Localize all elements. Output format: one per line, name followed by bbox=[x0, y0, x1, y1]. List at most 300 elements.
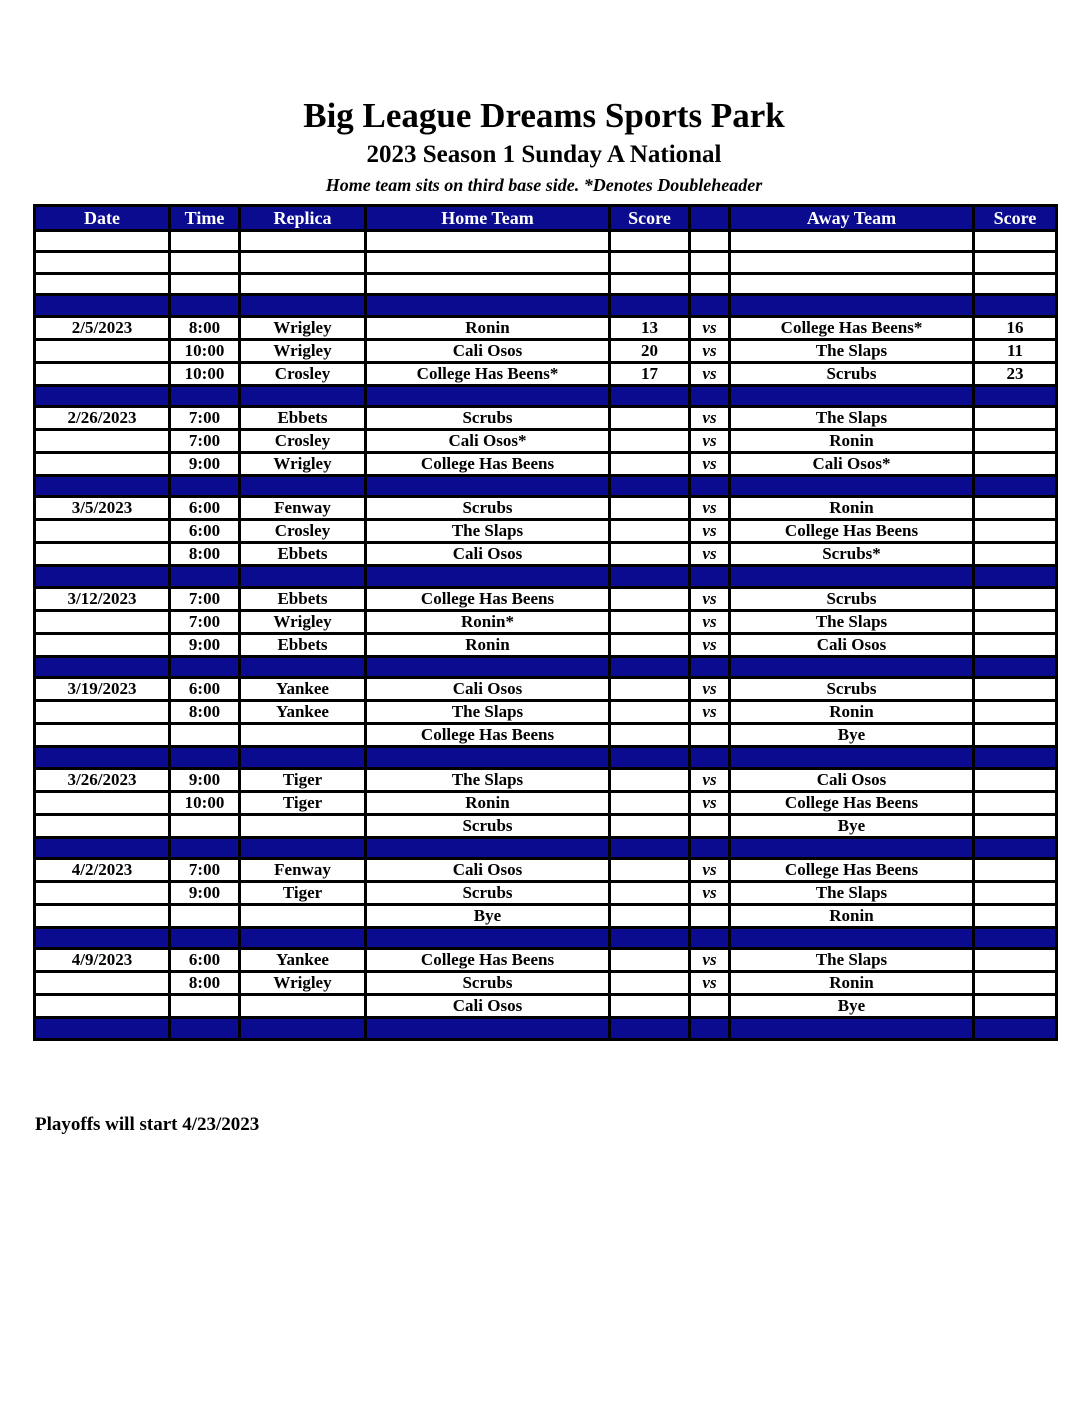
away-team-cell bbox=[730, 252, 974, 273]
time-cell bbox=[170, 814, 240, 837]
date-cell bbox=[35, 429, 170, 452]
away-team-cell: Ronin bbox=[730, 429, 974, 452]
away-score-cell bbox=[974, 972, 1057, 995]
replica-cell bbox=[240, 904, 366, 927]
game-row bbox=[35, 633, 1057, 656]
away-score-cell bbox=[974, 497, 1057, 520]
date-cell bbox=[35, 231, 170, 252]
time-cell: 10:00 bbox=[170, 339, 240, 362]
time-cell bbox=[170, 656, 240, 677]
time-cell: 8:00 bbox=[170, 316, 240, 339]
home-score-cell bbox=[610, 724, 690, 747]
home-team-cell: College Has Beens bbox=[366, 452, 610, 475]
away-score-cell bbox=[974, 904, 1057, 927]
replica-cell: Wrigley bbox=[240, 452, 366, 475]
away-score-cell: 23 bbox=[974, 362, 1057, 385]
game-row bbox=[35, 452, 1057, 475]
vs-cell: vs bbox=[690, 362, 730, 385]
header-vs-spacer bbox=[690, 206, 730, 231]
date-cell: 3/19/2023 bbox=[35, 678, 170, 701]
vs-cell bbox=[690, 252, 730, 273]
away-team-cell: College Has Beens bbox=[730, 520, 974, 543]
vs-cell bbox=[690, 273, 730, 294]
vs-cell bbox=[690, 724, 730, 747]
away-team-cell: The Slaps bbox=[730, 881, 974, 904]
bye-row bbox=[35, 904, 1057, 927]
replica-cell bbox=[240, 385, 366, 406]
away-team-cell bbox=[730, 385, 974, 406]
away-score-cell bbox=[974, 1018, 1057, 1039]
time-cell: 8:00 bbox=[170, 972, 240, 995]
time-cell: 9:00 bbox=[170, 452, 240, 475]
home-team-cell: Ronin* bbox=[366, 610, 610, 633]
replica-cell bbox=[240, 273, 366, 294]
away-score-cell bbox=[974, 406, 1057, 429]
date-cell bbox=[35, 475, 170, 496]
home-score-cell bbox=[610, 1018, 690, 1039]
away-score-cell bbox=[974, 724, 1057, 747]
vs-cell: vs bbox=[690, 791, 730, 814]
game-row bbox=[35, 791, 1057, 814]
home-team-cell bbox=[366, 385, 610, 406]
separator-row bbox=[35, 295, 1057, 316]
game-row bbox=[35, 543, 1057, 566]
away-score-cell: 11 bbox=[974, 339, 1057, 362]
date-cell bbox=[35, 1018, 170, 1039]
replica-cell bbox=[240, 814, 366, 837]
away-score-cell bbox=[974, 520, 1057, 543]
game-row bbox=[35, 949, 1057, 972]
home-score-cell bbox=[610, 814, 690, 837]
home-score-cell: 13 bbox=[610, 316, 690, 339]
replica-cell bbox=[240, 252, 366, 273]
vs-cell bbox=[690, 475, 730, 496]
away-team-cell: The Slaps bbox=[730, 406, 974, 429]
playoffs-note: Playoffs will start 4/23/2023 bbox=[35, 1114, 260, 1135]
date-cell bbox=[35, 747, 170, 768]
home-score-cell bbox=[610, 452, 690, 475]
home-team-cell: Cali Osos bbox=[366, 543, 610, 566]
away-score-cell bbox=[974, 273, 1057, 294]
vs-cell: vs bbox=[690, 633, 730, 656]
time-cell bbox=[170, 252, 240, 273]
time-cell: 8:00 bbox=[170, 701, 240, 724]
away-team-cell: The Slaps bbox=[730, 610, 974, 633]
home-score-cell bbox=[610, 587, 690, 610]
away-score-cell bbox=[974, 791, 1057, 814]
game-row bbox=[35, 881, 1057, 904]
date-cell bbox=[35, 452, 170, 475]
separator-row bbox=[35, 566, 1057, 587]
replica-cell: Fenway bbox=[240, 497, 366, 520]
home-score-cell bbox=[610, 273, 690, 294]
home-score-cell bbox=[610, 295, 690, 316]
replica-cell: Yankee bbox=[240, 701, 366, 724]
date-cell: 3/12/2023 bbox=[35, 587, 170, 610]
replica-cell: Wrigley bbox=[240, 316, 366, 339]
away-team-cell bbox=[730, 475, 974, 496]
home-team-cell bbox=[366, 566, 610, 587]
replica-cell bbox=[240, 927, 366, 948]
home-team-cell: Cali Osos* bbox=[366, 429, 610, 452]
date-cell bbox=[35, 904, 170, 927]
home-score-cell bbox=[610, 747, 690, 768]
game-row bbox=[35, 497, 1057, 520]
game-row bbox=[35, 362, 1057, 385]
away-score-cell bbox=[974, 429, 1057, 452]
separator-row bbox=[35, 837, 1057, 858]
home-score-cell bbox=[610, 678, 690, 701]
home-score-cell bbox=[610, 231, 690, 252]
away-score-cell bbox=[974, 768, 1057, 791]
time-cell: 6:00 bbox=[170, 678, 240, 701]
home-team-cell: The Slaps bbox=[366, 768, 610, 791]
time-cell: 10:00 bbox=[170, 791, 240, 814]
home-score-cell bbox=[610, 881, 690, 904]
time-cell bbox=[170, 995, 240, 1018]
game-row bbox=[35, 768, 1057, 791]
date-cell bbox=[35, 273, 170, 294]
header-home-team: Home Team bbox=[366, 206, 610, 231]
date-cell bbox=[35, 252, 170, 273]
time-cell: 10:00 bbox=[170, 362, 240, 385]
home-team-cell: Ronin bbox=[366, 316, 610, 339]
replica-cell: Yankee bbox=[240, 949, 366, 972]
replica-cell: Fenway bbox=[240, 858, 366, 881]
vs-cell: vs bbox=[690, 316, 730, 339]
home-score-cell bbox=[610, 995, 690, 1018]
away-team-cell: Scrubs bbox=[730, 362, 974, 385]
vs-cell bbox=[690, 295, 730, 316]
home-score-cell bbox=[610, 633, 690, 656]
replica-cell: Wrigley bbox=[240, 339, 366, 362]
vs-cell: vs bbox=[690, 610, 730, 633]
replica-cell: Ebbets bbox=[240, 543, 366, 566]
vs-cell bbox=[690, 566, 730, 587]
away-team-cell: Scrubs* bbox=[730, 543, 974, 566]
away-team-cell: The Slaps bbox=[730, 339, 974, 362]
away-team-cell: Ronin bbox=[730, 701, 974, 724]
game-row bbox=[35, 701, 1057, 724]
game-row bbox=[35, 520, 1057, 543]
header-away-team: Away Team bbox=[730, 206, 974, 231]
time-cell: 8:00 bbox=[170, 543, 240, 566]
time-cell: 7:00 bbox=[170, 858, 240, 881]
away-score-cell bbox=[974, 566, 1057, 587]
home-team-cell: The Slaps bbox=[366, 701, 610, 724]
vs-cell: vs bbox=[690, 972, 730, 995]
home-score-cell bbox=[610, 701, 690, 724]
time-cell: 7:00 bbox=[170, 406, 240, 429]
vs-cell bbox=[690, 837, 730, 858]
time-cell bbox=[170, 724, 240, 747]
home-score-cell bbox=[610, 837, 690, 858]
away-team-cell: The Slaps bbox=[730, 949, 974, 972]
away-team-cell: Scrubs bbox=[730, 587, 974, 610]
date-cell: 2/5/2023 bbox=[35, 316, 170, 339]
schedule-note: Home team sits on third base side. *Denotes Doubleheader bbox=[325, 175, 763, 195]
vs-cell: vs bbox=[690, 497, 730, 520]
time-cell bbox=[170, 904, 240, 927]
away-team-cell: Ronin bbox=[730, 904, 974, 927]
game-row bbox=[35, 406, 1057, 429]
vs-cell bbox=[690, 231, 730, 252]
home-team-cell bbox=[366, 252, 610, 273]
home-score-cell bbox=[610, 858, 690, 881]
home-score-cell bbox=[610, 497, 690, 520]
home-score-cell bbox=[610, 520, 690, 543]
home-team-cell: Scrubs bbox=[366, 814, 610, 837]
replica-cell bbox=[240, 566, 366, 587]
away-team-cell: Scrubs bbox=[730, 678, 974, 701]
home-score-cell bbox=[610, 656, 690, 677]
away-team-cell bbox=[730, 747, 974, 768]
away-team-cell: Bye bbox=[730, 724, 974, 747]
away-score-cell bbox=[974, 543, 1057, 566]
home-team-cell bbox=[366, 837, 610, 858]
game-row bbox=[35, 972, 1057, 995]
home-team-cell: College Has Beens bbox=[366, 949, 610, 972]
away-team-cell bbox=[730, 656, 974, 677]
separator-row bbox=[35, 475, 1057, 496]
away-score-cell bbox=[974, 927, 1057, 948]
time-cell bbox=[170, 231, 240, 252]
header-date: Date bbox=[35, 206, 170, 231]
date-cell bbox=[35, 543, 170, 566]
time-cell bbox=[170, 566, 240, 587]
vs-cell: vs bbox=[690, 339, 730, 362]
separator-row bbox=[35, 656, 1057, 677]
time-cell: 7:00 bbox=[170, 429, 240, 452]
date-cell bbox=[35, 881, 170, 904]
vs-cell: vs bbox=[690, 678, 730, 701]
game-row bbox=[35, 610, 1057, 633]
time-cell: 9:00 bbox=[170, 633, 240, 656]
vs-cell bbox=[690, 814, 730, 837]
away-score-cell bbox=[974, 949, 1057, 972]
home-score-cell bbox=[610, 385, 690, 406]
time-cell bbox=[170, 273, 240, 294]
vs-cell bbox=[690, 385, 730, 406]
date-cell bbox=[35, 385, 170, 406]
home-team-cell bbox=[366, 747, 610, 768]
home-team-cell: Ronin bbox=[366, 633, 610, 656]
home-team-cell: Cali Osos bbox=[366, 339, 610, 362]
home-team-cell bbox=[366, 295, 610, 316]
home-team-cell bbox=[366, 656, 610, 677]
date-cell: 4/9/2023 bbox=[35, 949, 170, 972]
home-team-cell bbox=[366, 273, 610, 294]
home-team-cell bbox=[366, 475, 610, 496]
time-cell: 7:00 bbox=[170, 587, 240, 610]
replica-cell bbox=[240, 1018, 366, 1039]
away-score-cell bbox=[974, 295, 1057, 316]
away-score-cell bbox=[974, 656, 1057, 677]
home-score-cell bbox=[610, 972, 690, 995]
time-cell: 9:00 bbox=[170, 768, 240, 791]
game-row bbox=[35, 587, 1057, 610]
away-team-cell bbox=[730, 273, 974, 294]
away-score-cell bbox=[974, 837, 1057, 858]
time-cell: 6:00 bbox=[170, 949, 240, 972]
date-cell bbox=[35, 927, 170, 948]
away-team-cell: Cali Osos bbox=[730, 768, 974, 791]
away-score-cell bbox=[974, 678, 1057, 701]
away-score-cell: 16 bbox=[974, 316, 1057, 339]
away-score-cell bbox=[974, 633, 1057, 656]
away-score-cell bbox=[974, 231, 1057, 252]
date-cell bbox=[35, 520, 170, 543]
vs-cell: vs bbox=[690, 520, 730, 543]
replica-cell bbox=[240, 724, 366, 747]
home-score-cell bbox=[610, 610, 690, 633]
game-row bbox=[35, 429, 1057, 452]
date-cell bbox=[35, 295, 170, 316]
home-team-cell: Cali Osos bbox=[366, 678, 610, 701]
away-team-cell: Bye bbox=[730, 995, 974, 1018]
empty-row bbox=[35, 273, 1057, 294]
home-team-cell: Cali Osos bbox=[366, 995, 610, 1018]
header-time: Time bbox=[170, 206, 240, 231]
date-cell bbox=[35, 995, 170, 1018]
vs-cell bbox=[690, 656, 730, 677]
away-team-cell: Cali Osos* bbox=[730, 452, 974, 475]
home-team-cell: Scrubs bbox=[366, 972, 610, 995]
vs-cell: vs bbox=[690, 429, 730, 452]
away-score-cell bbox=[974, 858, 1057, 881]
replica-cell bbox=[240, 995, 366, 1018]
game-row bbox=[35, 339, 1057, 362]
replica-cell: Yankee bbox=[240, 678, 366, 701]
away-team-cell bbox=[730, 837, 974, 858]
home-score-cell: 17 bbox=[610, 362, 690, 385]
home-score-cell bbox=[610, 406, 690, 429]
page-title: Big League Dreams Sports Park bbox=[303, 96, 785, 135]
home-score-cell bbox=[610, 566, 690, 587]
date-cell bbox=[35, 656, 170, 677]
replica-cell bbox=[240, 837, 366, 858]
replica-cell: Tiger bbox=[240, 881, 366, 904]
away-score-cell bbox=[974, 814, 1057, 837]
empty-row bbox=[35, 252, 1057, 273]
bye-row bbox=[35, 814, 1057, 837]
time-cell bbox=[170, 1018, 240, 1039]
date-cell bbox=[35, 837, 170, 858]
header-replica: Replica bbox=[240, 206, 366, 231]
home-team-cell: Scrubs bbox=[366, 497, 610, 520]
replica-cell bbox=[240, 295, 366, 316]
vs-cell: vs bbox=[690, 701, 730, 724]
date-cell bbox=[35, 724, 170, 747]
replica-cell bbox=[240, 656, 366, 677]
vs-cell bbox=[690, 927, 730, 948]
date-cell: 2/26/2023 bbox=[35, 406, 170, 429]
replica-cell: Tiger bbox=[240, 791, 366, 814]
time-cell: 9:00 bbox=[170, 881, 240, 904]
vs-cell bbox=[690, 1018, 730, 1039]
vs-cell: vs bbox=[690, 858, 730, 881]
home-score-cell bbox=[610, 252, 690, 273]
away-score-cell bbox=[974, 385, 1057, 406]
away-team-cell bbox=[730, 1018, 974, 1039]
away-team-cell: College Has Beens bbox=[730, 858, 974, 881]
home-score-cell bbox=[610, 949, 690, 972]
away-team-cell: College Has Beens* bbox=[730, 316, 974, 339]
date-cell bbox=[35, 791, 170, 814]
replica-cell: Ebbets bbox=[240, 633, 366, 656]
date-cell bbox=[35, 701, 170, 724]
away-score-cell bbox=[974, 747, 1057, 768]
away-score-cell bbox=[974, 452, 1057, 475]
time-cell bbox=[170, 475, 240, 496]
home-team-cell: College Has Beens bbox=[366, 724, 610, 747]
time-cell bbox=[170, 747, 240, 768]
vs-cell: vs bbox=[690, 452, 730, 475]
date-cell bbox=[35, 339, 170, 362]
away-score-cell bbox=[974, 475, 1057, 496]
home-team-cell bbox=[366, 927, 610, 948]
header-away-score: Score bbox=[974, 206, 1057, 231]
away-team-cell bbox=[730, 566, 974, 587]
game-row bbox=[35, 678, 1057, 701]
home-team-cell: College Has Beens bbox=[366, 587, 610, 610]
date-cell bbox=[35, 566, 170, 587]
vs-cell bbox=[690, 995, 730, 1018]
vs-cell: vs bbox=[690, 543, 730, 566]
away-score-cell bbox=[974, 252, 1057, 273]
header-home-score: Score bbox=[610, 206, 690, 231]
vs-cell: vs bbox=[690, 949, 730, 972]
home-team-cell: Cali Osos bbox=[366, 858, 610, 881]
home-score-cell: 20 bbox=[610, 339, 690, 362]
bye-row bbox=[35, 995, 1057, 1018]
separator-row bbox=[35, 927, 1057, 948]
vs-cell: vs bbox=[690, 881, 730, 904]
separator-row bbox=[35, 747, 1057, 768]
replica-cell: Wrigley bbox=[240, 610, 366, 633]
time-cell: 6:00 bbox=[170, 520, 240, 543]
home-score-cell bbox=[610, 904, 690, 927]
home-score-cell bbox=[610, 768, 690, 791]
home-score-cell bbox=[610, 927, 690, 948]
bye-row bbox=[35, 724, 1057, 747]
date-cell bbox=[35, 633, 170, 656]
vs-cell bbox=[690, 747, 730, 768]
home-team-cell: Scrubs bbox=[366, 881, 610, 904]
away-team-cell bbox=[730, 231, 974, 252]
vs-cell: vs bbox=[690, 406, 730, 429]
replica-cell: Ebbets bbox=[240, 587, 366, 610]
time-cell bbox=[170, 927, 240, 948]
home-team-cell bbox=[366, 1018, 610, 1039]
vs-cell: vs bbox=[690, 587, 730, 610]
date-cell: 3/5/2023 bbox=[35, 497, 170, 520]
away-team-cell: Ronin bbox=[730, 972, 974, 995]
vs-cell bbox=[690, 904, 730, 927]
time-cell bbox=[170, 385, 240, 406]
home-score-cell bbox=[610, 475, 690, 496]
home-team-cell: Scrubs bbox=[366, 406, 610, 429]
home-team-cell: Ronin bbox=[366, 791, 610, 814]
away-score-cell bbox=[974, 881, 1057, 904]
away-score-cell bbox=[974, 610, 1057, 633]
replica-cell: Tiger bbox=[240, 768, 366, 791]
away-score-cell bbox=[974, 587, 1057, 610]
replica-cell: Crosley bbox=[240, 362, 366, 385]
date-cell bbox=[35, 362, 170, 385]
away-team-cell: Ronin bbox=[730, 497, 974, 520]
away-score-cell bbox=[974, 995, 1057, 1018]
